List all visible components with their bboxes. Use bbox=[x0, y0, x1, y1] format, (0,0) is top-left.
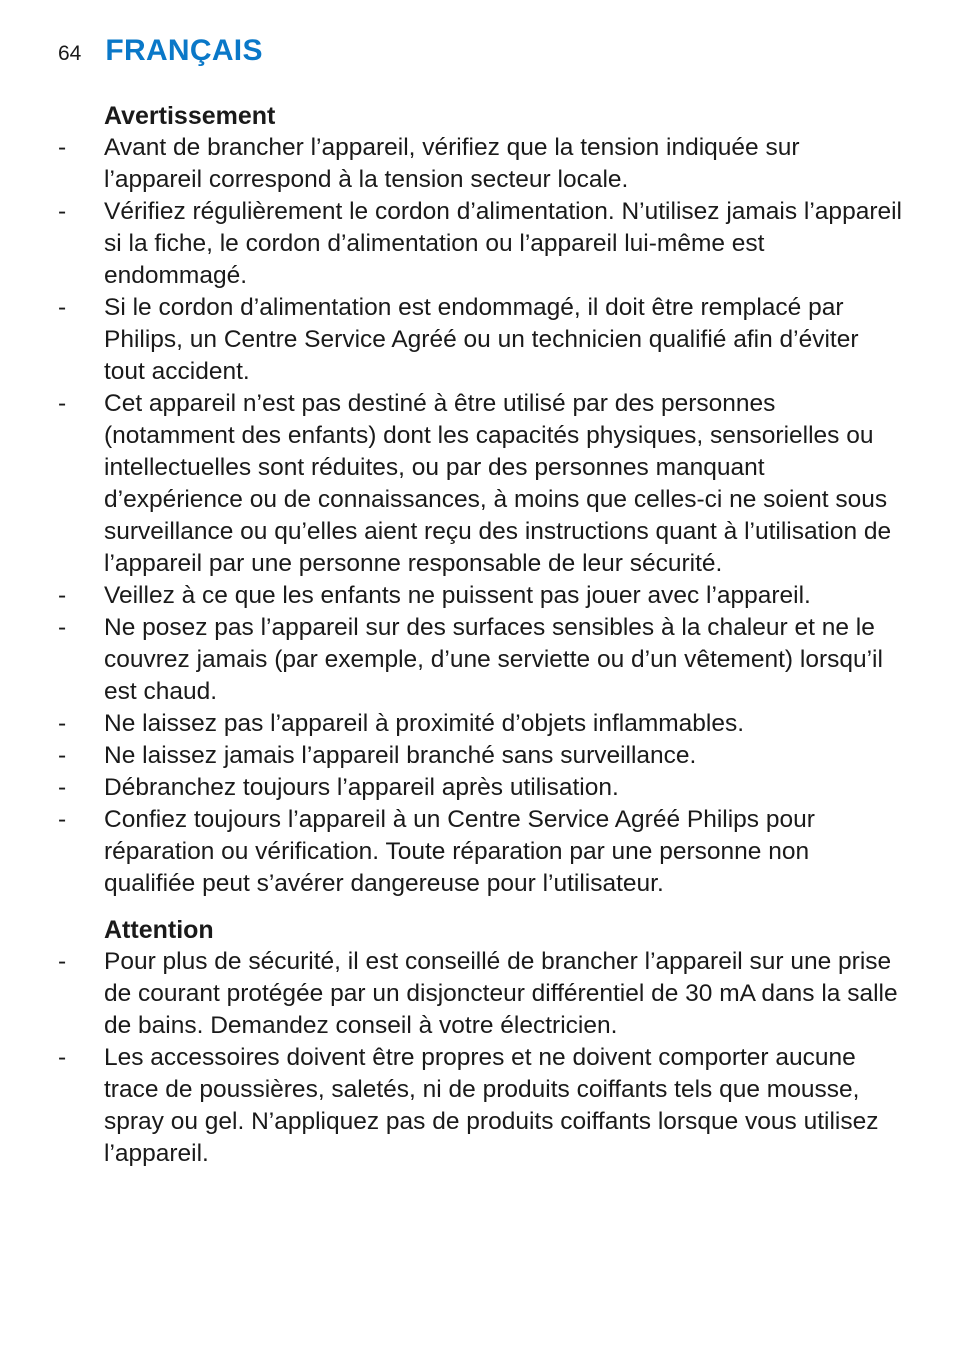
list-item-text: Pour plus de sécurité, il est conseillé de brancher l’appareil sur une prise de courant protégée par un disjoncteur différentiel de 30 mA dans la salle de bains. Demandez conseil à votre électricien. bbox=[104, 948, 898, 1039]
list-item bbox=[56, 612, 904, 708]
list-item bbox=[56, 804, 904, 900]
list-item bbox=[56, 292, 904, 388]
list-item-text: Si le cordon d’alimentation est endommagé, il doit être remplacé par Philips, un Centre Service Agréé ou un technicien qualifié afin d’éviter tout accident. bbox=[104, 294, 859, 385]
list-item-text: Débranchez toujours l’appareil après utilisation. bbox=[104, 774, 619, 801]
list-item-text: Veillez à ce que les enfants ne puissent pas jouer avec l’appareil. bbox=[104, 582, 811, 609]
list-item-text: Ne posez pas l’appareil sur des surfaces sensibles à la chaleur et ne le couvrez jamais (par exemple, d’une serviette ou d’un vêtement) lorsqu’il est chaud. bbox=[104, 614, 883, 705]
bullet-dash: - bbox=[58, 294, 67, 321]
bullet-dash: - bbox=[58, 390, 67, 417]
list-item bbox=[56, 772, 904, 804]
section-heading: Avertissement bbox=[104, 102, 276, 130]
language-title: FRANÇAIS bbox=[105, 34, 263, 67]
bullet-dash: - bbox=[58, 614, 67, 641]
list-item-text: Les accessoires doivent être propres et ne doivent comporter aucune trace de poussières, saletés, ni de produits coiffants tels que mousse, spray ou gel. N’appliquez pas de produits coiffants lorsque vous utilisez l’appareil. bbox=[104, 1044, 879, 1167]
list-item bbox=[56, 946, 904, 1042]
bullet-dash: - bbox=[58, 198, 67, 225]
list-item-text: Vérifiez régulièrement le cordon d’alimentation. N’utilisez jamais l’appareil si la fiche, le cordon d’alimentation ou l’appareil lui-même est endommagé. bbox=[104, 198, 902, 289]
document-body bbox=[56, 100, 904, 1170]
bullet-dash: - bbox=[58, 742, 67, 769]
list-item bbox=[56, 1042, 904, 1170]
page-number: 64 bbox=[58, 42, 82, 65]
bullet-dash: - bbox=[58, 134, 67, 161]
list-item bbox=[56, 132, 904, 196]
list-item bbox=[56, 708, 904, 740]
bullet-dash: - bbox=[58, 582, 67, 609]
bullet-list bbox=[56, 132, 904, 900]
list-item bbox=[56, 740, 904, 772]
bullet-dash: - bbox=[58, 806, 67, 833]
section-avertissement bbox=[56, 100, 904, 900]
bullet-dash: - bbox=[58, 948, 67, 975]
list-item-text: Ne laissez pas l’appareil à proximité d’objets inflammables. bbox=[104, 710, 745, 737]
section-attention bbox=[56, 914, 904, 1170]
list-item bbox=[56, 388, 904, 580]
list-item bbox=[56, 580, 904, 612]
bullet-dash: - bbox=[58, 1044, 67, 1071]
list-item bbox=[56, 196, 904, 292]
bullet-list bbox=[56, 946, 904, 1170]
list-item-text: Confiez toujours l’appareil à un Centre Service Agréé Philips pour réparation ou vérification. Toute réparation par une personne non qualifiée peut s’avérer dangereuse pour l’utilisateur. bbox=[104, 806, 815, 897]
bullet-dash: - bbox=[58, 774, 67, 801]
list-item-text: Avant de brancher l’appareil, vérifiez que la tension indiquée sur l’appareil correspond à la tension secteur locale. bbox=[104, 134, 800, 193]
list-item-text: Cet appareil n’est pas destiné à être utilisé par des personnes (notamment des enfants) dont les capacités physiques, sensorielles ou intellectuelles sont réduites, ou par des personnes manquant d’expérience ou de connaissances, à moins que celles-ci ne soient sous surveillance ou qu’elles aient reçu des instructions quant à l’utilisation de l’appareil par une personne responsable de leur sécurité. bbox=[104, 390, 892, 577]
bullet-dash: - bbox=[58, 710, 67, 737]
list-item-text: Ne laissez jamais l’appareil branché sans surveillance. bbox=[104, 742, 697, 769]
section-heading: Attention bbox=[104, 916, 214, 944]
page-header bbox=[58, 34, 263, 74]
